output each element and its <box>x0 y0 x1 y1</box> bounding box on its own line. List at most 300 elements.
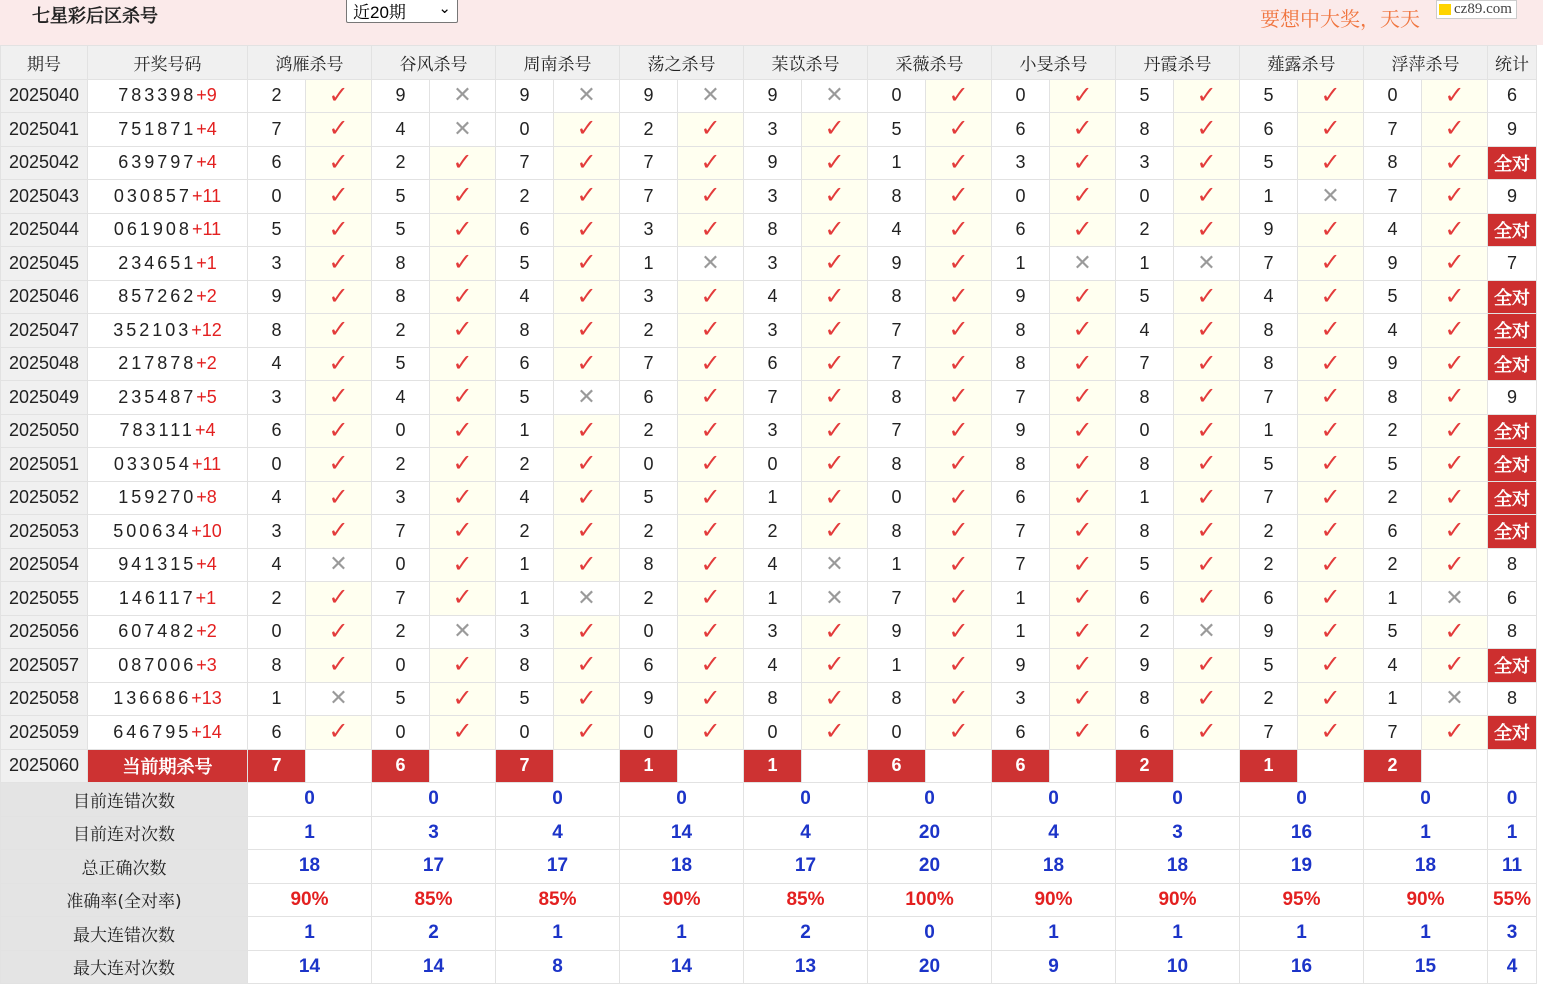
issue-cell: 2025056 <box>1 615 88 649</box>
summary-value: 90% <box>248 883 372 917</box>
mark-cell <box>430 682 496 716</box>
mark-cell <box>802 213 868 247</box>
check-icon: ✓ <box>1320 115 1341 143</box>
summary-value: 20 <box>868 950 992 984</box>
draw-main: 941315 <box>118 554 197 575</box>
issue-cell: 2025058 <box>1 682 88 716</box>
check-icon: ✓ <box>700 282 721 310</box>
stat-cell: 9 <box>1488 381 1537 415</box>
check-icon: ✓ <box>328 651 349 679</box>
issue-cell: 2025043 <box>1 180 88 214</box>
kill-number: 6 <box>248 716 306 750</box>
mark-cell <box>1298 414 1364 448</box>
check-icon: ✓ <box>1444 718 1465 746</box>
kill-number: 7 <box>1240 716 1298 750</box>
check-icon: ✓ <box>1072 550 1093 578</box>
mark-cell <box>802 113 868 147</box>
cross-icon: ✕ <box>1073 249 1092 275</box>
draw-cell <box>88 448 248 482</box>
check-icon: ✓ <box>1444 182 1465 210</box>
mark-cell <box>1050 481 1116 515</box>
watermark-text: cz89.com <box>1454 1 1512 17</box>
check-icon: ✓ <box>948 718 969 746</box>
mark-cell <box>1298 515 1364 549</box>
col-expert: 荡之杀号 <box>620 46 744 80</box>
kill-number: 9 <box>992 649 1050 683</box>
draw-cell <box>88 280 248 314</box>
summary-value: 19 <box>1240 850 1364 884</box>
kill-number: 3 <box>248 247 306 281</box>
issue-cell: 2025045 <box>1 247 88 281</box>
mark-cell <box>1298 347 1364 381</box>
kill-number: 5 <box>496 682 554 716</box>
mark-cell <box>1174 146 1240 180</box>
kill-number: 7 <box>992 515 1050 549</box>
kill-number: 7 <box>1240 481 1298 515</box>
current-empty-cell <box>1174 749 1240 783</box>
all-correct-badge: 全对 <box>1488 481 1537 515</box>
mark-cell <box>926 180 992 214</box>
check-icon: ✓ <box>1196 383 1217 411</box>
col-expert: 浮萍杀号 <box>1364 46 1488 80</box>
mark-cell <box>1422 347 1488 381</box>
check-icon: ✓ <box>1444 651 1465 679</box>
mark-cell <box>1174 649 1240 683</box>
mark-cell <box>678 247 744 281</box>
mark-cell <box>1422 515 1488 549</box>
mark-cell <box>554 146 620 180</box>
kill-number: 3 <box>992 146 1050 180</box>
mark-cell <box>1174 615 1240 649</box>
check-icon: ✓ <box>824 148 845 176</box>
kill-number: 9 <box>248 280 306 314</box>
mark-cell <box>430 448 496 482</box>
issue-cell: 2025051 <box>1 448 88 482</box>
mark-cell <box>1298 314 1364 348</box>
kill-number: 6 <box>992 213 1050 247</box>
mark-cell <box>678 548 744 582</box>
draw-main: 639797 <box>118 152 197 173</box>
kill-number: 7 <box>1116 347 1174 381</box>
current-kill-number: 2 <box>1364 749 1422 783</box>
mark-cell <box>926 280 992 314</box>
mark-cell <box>678 280 744 314</box>
check-icon: ✓ <box>1444 81 1465 109</box>
mark-cell <box>430 381 496 415</box>
check-icon: ✓ <box>576 215 597 243</box>
kill-number: 5 <box>868 113 926 147</box>
kill-number: 7 <box>1364 180 1422 214</box>
mark-cell <box>554 213 620 247</box>
mark-cell <box>678 213 744 247</box>
issue-cell: 2025055 <box>1 582 88 616</box>
mark-cell <box>554 247 620 281</box>
mark-cell <box>554 448 620 482</box>
mark-cell <box>802 381 868 415</box>
check-icon: ✓ <box>1072 182 1093 210</box>
col-expert: 采薇杀号 <box>868 46 992 80</box>
kill-number: 1 <box>1116 481 1174 515</box>
check-icon: ✓ <box>948 584 969 612</box>
kill-number: 4 <box>248 548 306 582</box>
kill-number: 1 <box>992 582 1050 616</box>
check-icon: ✓ <box>948 148 969 176</box>
check-icon: ✓ <box>452 416 473 444</box>
mark-cell <box>554 113 620 147</box>
kill-number: 9 <box>992 280 1050 314</box>
kill-number: 8 <box>744 213 802 247</box>
kill-number: 7 <box>620 347 678 381</box>
check-icon: ✓ <box>452 550 473 578</box>
summary-value: 0 <box>1116 783 1240 817</box>
summary-value: 1 <box>1364 917 1488 951</box>
current-kill-number: 1 <box>1240 749 1298 783</box>
kill-number: 9 <box>1364 347 1422 381</box>
table-row <box>1 381 1537 415</box>
cross-icon: ✕ <box>825 551 844 577</box>
summary-value: 90% <box>1364 883 1488 917</box>
mark-cell <box>1422 180 1488 214</box>
check-icon: ✓ <box>1072 316 1093 344</box>
cross-icon: ✕ <box>1445 685 1464 711</box>
mark-cell <box>554 615 620 649</box>
kill-number: 3 <box>744 314 802 348</box>
check-icon: ✓ <box>1196 550 1217 578</box>
table-row <box>1 414 1537 448</box>
table-row <box>1 515 1537 549</box>
kill-number: 6 <box>992 716 1050 750</box>
check-icon: ✓ <box>1320 684 1341 712</box>
kill-number: 1 <box>496 548 554 582</box>
summary-label: 目前连错次数 <box>1 783 248 817</box>
kill-number: 4 <box>248 481 306 515</box>
current-empty-cell <box>1298 749 1364 783</box>
draw-extra: +2 <box>196 353 217 374</box>
mark-cell <box>1050 180 1116 214</box>
slogan-link[interactable]: 要想中大奖，天天 <box>1260 7 1420 31</box>
mark-cell <box>1298 682 1364 716</box>
mark-cell <box>802 180 868 214</box>
mark-cell <box>1298 548 1364 582</box>
kill-number: 8 <box>1116 113 1174 147</box>
kill-number: 0 <box>992 79 1050 113</box>
check-icon: ✓ <box>1320 249 1341 277</box>
summary-value: 1 <box>496 917 620 951</box>
kill-number: 0 <box>620 615 678 649</box>
summary-value: 1 <box>248 816 372 850</box>
check-icon: ✓ <box>1072 584 1093 612</box>
check-icon: ✓ <box>452 182 473 210</box>
summary-value: 4 <box>496 816 620 850</box>
draw-main: 217878 <box>118 353 197 374</box>
mark-cell <box>554 347 620 381</box>
check-icon: ✓ <box>1072 416 1093 444</box>
draw-main: 235487 <box>118 386 197 407</box>
kill-number: 8 <box>372 247 430 281</box>
summary-value: 4 <box>744 816 868 850</box>
mark-cell <box>306 716 372 750</box>
check-icon: ✓ <box>452 349 473 377</box>
kill-number: 4 <box>372 381 430 415</box>
check-icon: ✓ <box>700 517 721 545</box>
mark-cell <box>306 79 372 113</box>
kill-number: 8 <box>496 649 554 683</box>
kill-number: 8 <box>992 314 1050 348</box>
check-icon: ✓ <box>576 316 597 344</box>
check-icon: ✓ <box>1072 718 1093 746</box>
check-icon: ✓ <box>452 517 473 545</box>
mark-cell <box>1422 682 1488 716</box>
current-kill-number: 6 <box>868 749 926 783</box>
mark-cell <box>926 615 992 649</box>
issue-cell: 2025057 <box>1 649 88 683</box>
summary-value: 18 <box>248 850 372 884</box>
draw-main: 646795 <box>113 721 192 742</box>
summary-value: 2 <box>744 917 868 951</box>
table-row <box>1 146 1537 180</box>
col-expert: 周南杀号 <box>496 46 620 80</box>
mark-cell <box>430 280 496 314</box>
check-icon: ✓ <box>1196 282 1217 310</box>
kill-number: 1 <box>620 247 678 281</box>
mark-cell <box>1174 280 1240 314</box>
kill-number: 1 <box>1240 180 1298 214</box>
mark-cell <box>430 314 496 348</box>
kill-number: 5 <box>1364 615 1422 649</box>
mark-cell <box>306 448 372 482</box>
mark-cell <box>1174 481 1240 515</box>
mark-cell <box>1050 79 1116 113</box>
mark-cell <box>430 414 496 448</box>
all-correct-badge: 全对 <box>1488 448 1537 482</box>
check-icon: ✓ <box>1196 584 1217 612</box>
draw-cell <box>88 615 248 649</box>
kill-number: 7 <box>372 582 430 616</box>
draw-extra: +5 <box>196 386 217 407</box>
check-icon: ✓ <box>328 81 349 109</box>
table-row <box>1 247 1537 281</box>
check-icon: ✓ <box>1444 349 1465 377</box>
kill-number: 7 <box>992 548 1050 582</box>
mark-cell <box>926 381 992 415</box>
kill-number: 2 <box>496 515 554 549</box>
kill-number-table <box>0 45 1537 984</box>
summary-value: 17 <box>744 850 868 884</box>
mark-cell <box>1174 448 1240 482</box>
kill-number: 8 <box>1240 314 1298 348</box>
summary-value: 3 <box>372 816 496 850</box>
kill-number: 0 <box>992 180 1050 214</box>
kill-number: 8 <box>992 347 1050 381</box>
summary-value: 1 <box>1116 917 1240 951</box>
kill-number: 2 <box>372 314 430 348</box>
mark-cell <box>802 481 868 515</box>
kill-number: 3 <box>248 381 306 415</box>
mark-cell <box>430 146 496 180</box>
table-row <box>1 213 1537 247</box>
check-icon: ✓ <box>576 282 597 310</box>
check-icon: ✓ <box>1320 349 1341 377</box>
mark-cell <box>926 79 992 113</box>
check-icon: ✓ <box>948 316 969 344</box>
check-icon: ✓ <box>452 383 473 411</box>
summary-value: 90% <box>620 883 744 917</box>
kill-number: 8 <box>1364 146 1422 180</box>
table-row <box>1 649 1537 683</box>
check-icon: ✓ <box>700 718 721 746</box>
check-icon: ✓ <box>1072 215 1093 243</box>
kill-number: 3 <box>744 180 802 214</box>
kill-number: 6 <box>992 481 1050 515</box>
check-icon: ✓ <box>824 617 845 645</box>
all-correct-badge: 全对 <box>1488 515 1537 549</box>
issue-cell: 2025053 <box>1 515 88 549</box>
check-icon: ✓ <box>1320 450 1341 478</box>
summary-label: 最大连错次数 <box>1 917 248 951</box>
summary-row <box>1 816 1537 850</box>
mark-cell <box>926 582 992 616</box>
summary-value: 85% <box>744 883 868 917</box>
kill-number: 1 <box>496 414 554 448</box>
check-icon: ✓ <box>824 718 845 746</box>
mark-cell <box>802 79 868 113</box>
summary-value: 17 <box>372 850 496 884</box>
summary-value: 1 <box>1364 816 1488 850</box>
draw-cell <box>88 146 248 180</box>
kill-number: 9 <box>1116 649 1174 683</box>
summary-value: 0 <box>496 783 620 817</box>
check-icon: ✓ <box>1320 483 1341 511</box>
mark-cell <box>1174 180 1240 214</box>
kill-number: 9 <box>868 247 926 281</box>
table-row <box>1 314 1537 348</box>
period-select-value: 近20期 <box>353 3 406 22</box>
summary-value: 11 <box>1488 850 1537 884</box>
summary-value: 1 <box>1488 816 1537 850</box>
check-icon: ✓ <box>328 182 349 210</box>
check-icon: ✓ <box>948 249 969 277</box>
table-row <box>1 716 1537 750</box>
kill-number: 6 <box>1240 113 1298 147</box>
kill-number: 9 <box>620 79 678 113</box>
check-icon: ✓ <box>1196 483 1217 511</box>
mark-cell <box>926 213 992 247</box>
draw-extra: +3 <box>196 654 217 675</box>
summary-value: 4 <box>992 816 1116 850</box>
table-row <box>1 280 1537 314</box>
summary-label: 总正确次数 <box>1 850 248 884</box>
kill-number: 9 <box>1240 615 1298 649</box>
kill-number: 2 <box>620 414 678 448</box>
mark-cell <box>678 615 744 649</box>
kill-number: 7 <box>868 414 926 448</box>
kill-number: 1 <box>1364 582 1422 616</box>
check-icon: ✓ <box>1444 215 1465 243</box>
kill-number: 8 <box>248 649 306 683</box>
kill-number: 8 <box>248 314 306 348</box>
kill-number: 5 <box>496 381 554 415</box>
current-kill-number: 6 <box>372 749 430 783</box>
mark-cell <box>926 146 992 180</box>
kill-number: 0 <box>620 448 678 482</box>
draw-extra: +13 <box>191 688 222 709</box>
draw-cell <box>88 414 248 448</box>
mark-cell <box>1422 314 1488 348</box>
stat-cell: 6 <box>1488 582 1537 616</box>
check-icon: ✓ <box>1196 316 1217 344</box>
kill-number: 5 <box>372 682 430 716</box>
mark-cell <box>1298 481 1364 515</box>
mark-cell <box>1050 213 1116 247</box>
table-row <box>1 113 1537 147</box>
mark-cell <box>802 314 868 348</box>
summary-label: 目前连对次数 <box>1 816 248 850</box>
check-icon: ✓ <box>576 517 597 545</box>
kill-number: 4 <box>1364 213 1422 247</box>
mark-cell <box>554 280 620 314</box>
kill-number: 2 <box>496 180 554 214</box>
kill-number: 9 <box>1240 213 1298 247</box>
cross-icon: ✕ <box>1321 182 1340 208</box>
period-select[interactable] <box>346 0 458 23</box>
mark-cell <box>1422 649 1488 683</box>
table-row <box>1 180 1537 214</box>
kill-number: 6 <box>496 213 554 247</box>
kill-number: 6 <box>248 414 306 448</box>
summary-value: 14 <box>620 816 744 850</box>
check-icon: ✓ <box>824 416 845 444</box>
check-icon: ✓ <box>1444 282 1465 310</box>
current-row <box>1 749 1537 783</box>
mark-cell <box>1050 381 1116 415</box>
draw-extra: +11 <box>191 219 222 240</box>
check-icon: ✓ <box>1196 517 1217 545</box>
summary-value: 100% <box>868 883 992 917</box>
mark-cell <box>678 515 744 549</box>
mark-cell <box>1298 280 1364 314</box>
check-icon: ✓ <box>1072 383 1093 411</box>
summary-value: 14 <box>372 950 496 984</box>
mark-cell <box>306 582 372 616</box>
mark-cell <box>802 448 868 482</box>
check-icon: ✓ <box>700 349 721 377</box>
draw-extra: +4 <box>196 118 217 139</box>
kill-number: 2 <box>1364 481 1422 515</box>
mark-cell <box>678 113 744 147</box>
draw-main: 159270 <box>118 487 197 508</box>
check-icon: ✓ <box>1196 349 1217 377</box>
check-icon: ✓ <box>700 584 721 612</box>
kill-number: 4 <box>744 548 802 582</box>
current-empty-cell <box>802 749 868 783</box>
kill-number: 0 <box>372 548 430 582</box>
check-icon: ✓ <box>1072 115 1093 143</box>
check-icon: ✓ <box>824 651 845 679</box>
mark-cell <box>926 414 992 448</box>
check-icon: ✓ <box>328 718 349 746</box>
summary-value: 17 <box>496 850 620 884</box>
summary-value: 18 <box>620 850 744 884</box>
kill-number: 7 <box>372 515 430 549</box>
check-icon: ✓ <box>576 148 597 176</box>
check-icon: ✓ <box>1320 550 1341 578</box>
check-icon: ✓ <box>700 450 721 478</box>
check-icon: ✓ <box>1196 651 1217 679</box>
draw-main: 136686 <box>113 688 192 709</box>
mark-cell <box>554 716 620 750</box>
all-correct-badge: 全对 <box>1488 213 1537 247</box>
mark-cell <box>1174 716 1240 750</box>
